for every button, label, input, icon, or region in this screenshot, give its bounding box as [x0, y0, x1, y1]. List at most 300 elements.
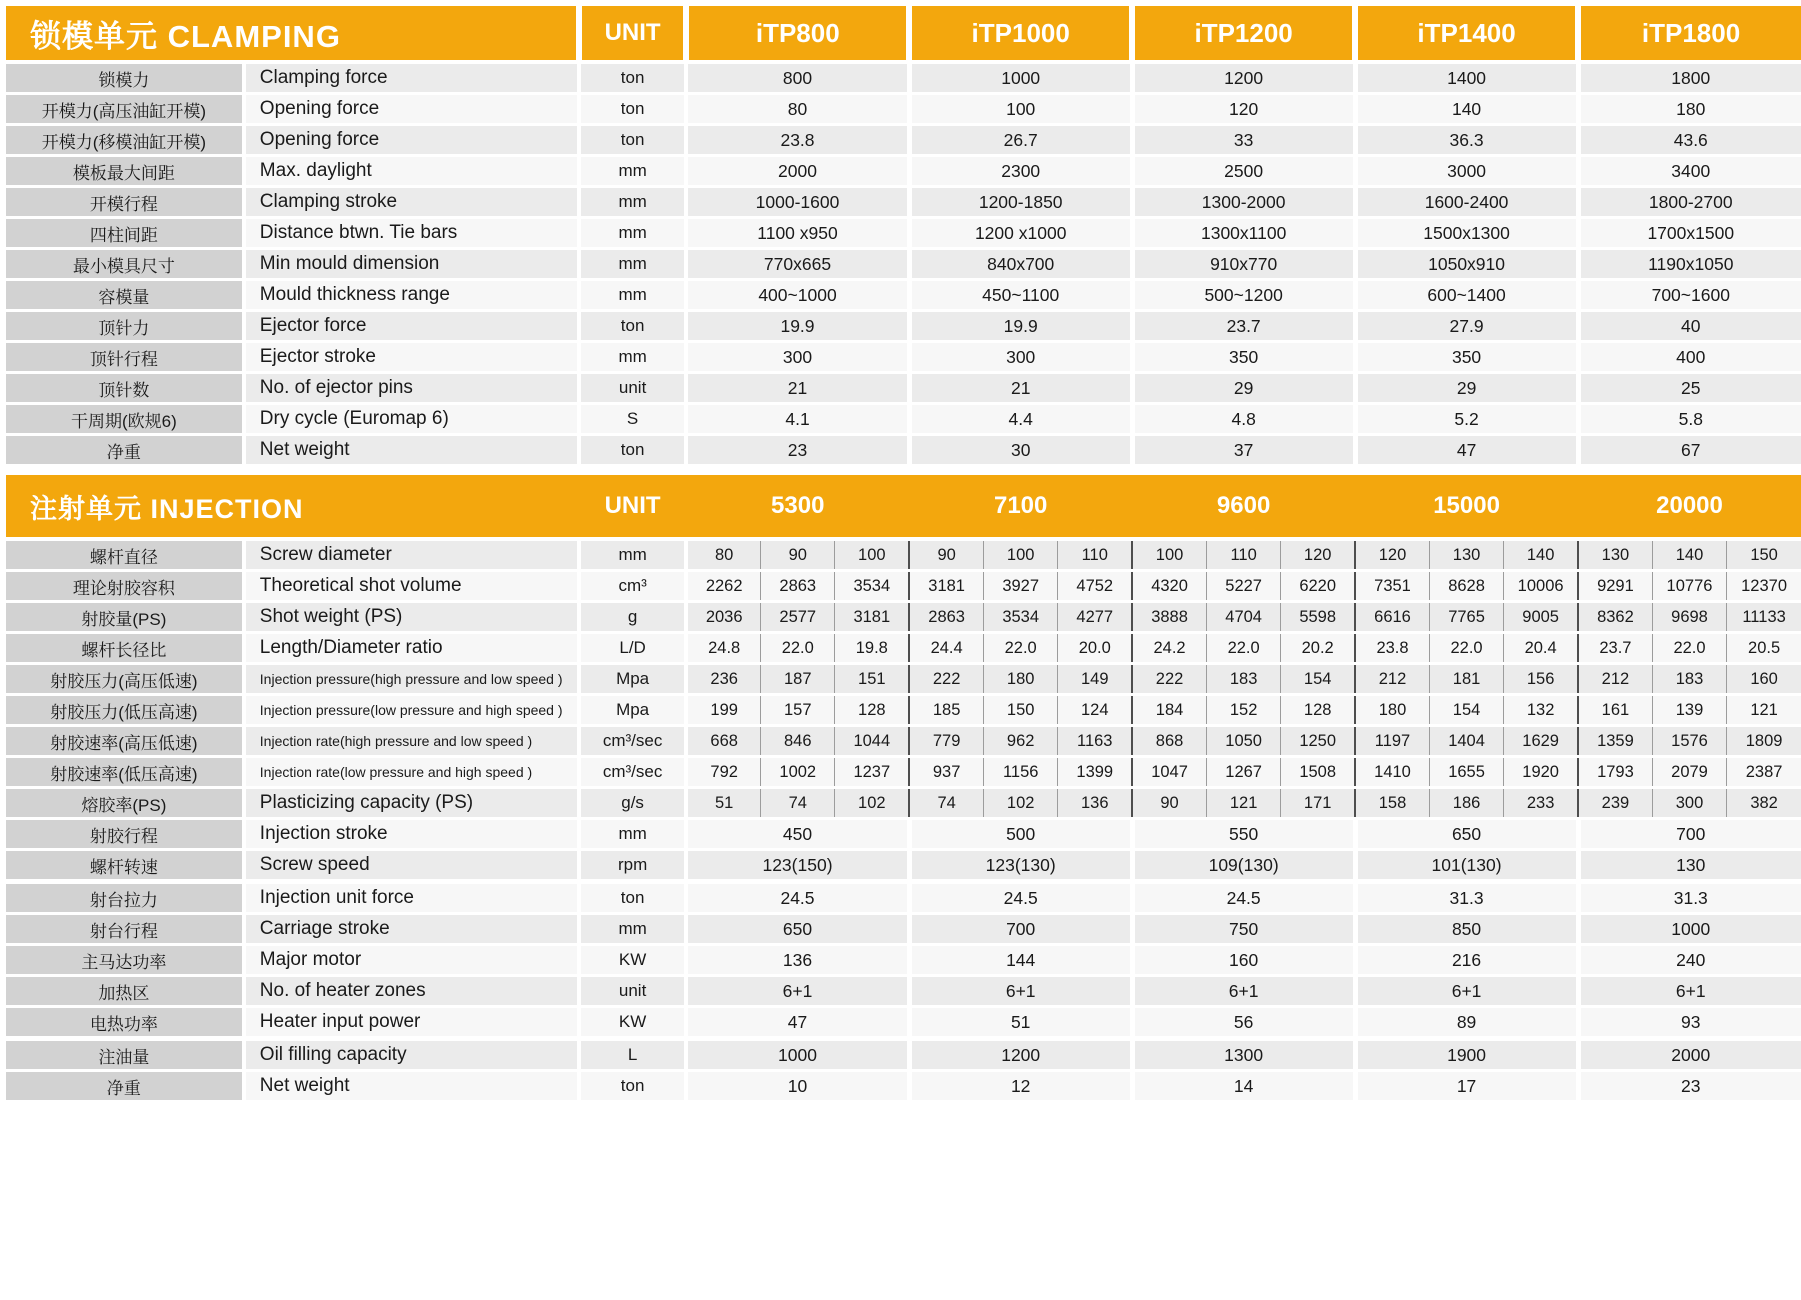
- value-cell: 110: [1058, 539, 1132, 571]
- injection-model-header: 9600: [1132, 475, 1355, 539]
- value-cell: 1508: [1281, 757, 1355, 788]
- value-cell: 800: [686, 62, 909, 94]
- clamping-table: [6, 6, 1801, 467]
- row-unit: KW: [579, 1007, 686, 1039]
- value-cell: 1809: [1727, 726, 1801, 757]
- row-unit: Mpa: [579, 664, 686, 695]
- value-cell: 12: [909, 1071, 1132, 1102]
- value-cell: 121: [1206, 788, 1280, 819]
- value-cell: 11133: [1727, 602, 1801, 633]
- injection-row: [6, 850, 1801, 882]
- row-unit: unit: [579, 373, 686, 404]
- value-cell: 1200 x1000: [909, 218, 1132, 249]
- value-cell: 130: [1578, 850, 1801, 882]
- row-unit: g/s: [579, 788, 686, 819]
- clamping-row: [6, 342, 1801, 373]
- row-unit: ton: [579, 882, 686, 914]
- clamping-model-header: iTP1200: [1132, 6, 1355, 62]
- row-label-cn: 锁模力: [6, 62, 244, 94]
- value-cell: 2000: [686, 156, 909, 187]
- row-label-en: Screw speed: [244, 850, 579, 882]
- value-cell: 184: [1132, 695, 1206, 726]
- injection-row: [6, 633, 1801, 664]
- value-cell: 668: [686, 726, 760, 757]
- value-cell: 19.8: [835, 633, 909, 664]
- value-cell: 130: [1578, 539, 1652, 571]
- value-cell: 187: [761, 664, 835, 695]
- value-cell: 180: [984, 664, 1058, 695]
- row-label-en: Net weight: [244, 435, 579, 466]
- clamping-header-row: [6, 6, 1801, 62]
- value-cell: 25: [1578, 373, 1801, 404]
- injection-row: [6, 819, 1801, 850]
- value-cell: 109(130): [1132, 850, 1355, 882]
- row-unit: mm: [579, 539, 686, 571]
- value-cell: 1900: [1355, 1039, 1578, 1071]
- value-cell: 1250: [1281, 726, 1355, 757]
- value-cell: 7351: [1355, 571, 1429, 602]
- value-cell: 1050x910: [1355, 249, 1578, 280]
- injection-row: [6, 1007, 1801, 1039]
- row-label-en: No. of ejector pins: [244, 373, 579, 404]
- value-cell: 650: [686, 914, 909, 945]
- row-unit: mm: [579, 342, 686, 373]
- row-label-cn: 干周期(欧规6): [6, 404, 244, 435]
- value-cell: 120: [1355, 539, 1429, 571]
- clamping-row: [6, 373, 1801, 404]
- value-cell: 23.7: [1578, 633, 1652, 664]
- row-label-cn: 射胶速率(高压低速): [6, 726, 244, 757]
- row-unit: rpm: [579, 850, 686, 882]
- value-cell: 1044: [835, 726, 909, 757]
- value-cell: 600~1400: [1355, 280, 1578, 311]
- value-cell: 27.9: [1355, 311, 1578, 342]
- row-unit: ton: [579, 311, 686, 342]
- value-cell: 1163: [1058, 726, 1132, 757]
- value-cell: 239: [1578, 788, 1652, 819]
- value-cell: 700: [909, 914, 1132, 945]
- row-unit: L: [579, 1039, 686, 1071]
- value-cell: 4752: [1058, 571, 1132, 602]
- value-cell: 1000: [1578, 914, 1801, 945]
- value-cell: 2500: [1132, 156, 1355, 187]
- value-cell: 2036: [686, 602, 760, 633]
- injection-row: [6, 757, 1801, 788]
- value-cell: 382: [1727, 788, 1801, 819]
- row-label-en: Major motor: [244, 945, 579, 976]
- value-cell: 3534: [984, 602, 1058, 633]
- row-label-en: Carriage stroke: [244, 914, 579, 945]
- value-cell: 183: [1652, 664, 1726, 695]
- value-cell: 36.3: [1355, 125, 1578, 156]
- value-cell: 1047: [1132, 757, 1206, 788]
- row-label-en: Screw diameter: [244, 539, 579, 571]
- value-cell: 22.0: [1652, 633, 1726, 664]
- value-cell: 157: [761, 695, 835, 726]
- value-cell: 101(130): [1355, 850, 1578, 882]
- value-cell: 158: [1355, 788, 1429, 819]
- value-cell: 1400: [1355, 62, 1578, 94]
- value-cell: 1267: [1206, 757, 1280, 788]
- value-cell: 171: [1281, 788, 1355, 819]
- value-cell: 24.5: [1132, 882, 1355, 914]
- value-cell: 23: [1578, 1071, 1801, 1102]
- value-cell: 550: [1132, 819, 1355, 850]
- value-cell: 120: [1132, 94, 1355, 125]
- value-cell: 500: [909, 819, 1132, 850]
- value-cell: 4320: [1132, 571, 1206, 602]
- value-cell: 21: [686, 373, 909, 404]
- row-label-cn: 开模力(高压油缸开模): [6, 94, 244, 125]
- injection-row: [6, 539, 1801, 571]
- value-cell: 29: [1355, 373, 1578, 404]
- injection-row: [6, 976, 1801, 1007]
- value-cell: 180: [1355, 695, 1429, 726]
- row-label-en: Injection stroke: [244, 819, 579, 850]
- value-cell: 1200: [909, 1039, 1132, 1071]
- value-cell: 2387: [1727, 757, 1801, 788]
- row-label-cn: 容模量: [6, 280, 244, 311]
- value-cell: 1793: [1578, 757, 1652, 788]
- clamping-section-title: 锁模单元 CLAMPING: [6, 6, 579, 62]
- value-cell: 6+1: [1355, 976, 1578, 1007]
- value-cell: 80: [686, 94, 909, 125]
- value-cell: 51: [686, 788, 760, 819]
- injection-model-header: 5300: [686, 475, 909, 539]
- value-cell: 3927: [984, 571, 1058, 602]
- row-unit: ton: [579, 435, 686, 466]
- value-cell: 8362: [1578, 602, 1652, 633]
- value-cell: 90: [761, 539, 835, 571]
- value-cell: 1920: [1504, 757, 1578, 788]
- value-cell: 2300: [909, 156, 1132, 187]
- value-cell: 212: [1355, 664, 1429, 695]
- value-cell: 750: [1132, 914, 1355, 945]
- value-cell: 22.0: [1429, 633, 1503, 664]
- row-label-en: Mould thickness range: [244, 280, 579, 311]
- row-label-cn: 熔胶率(PS): [6, 788, 244, 819]
- value-cell: 2863: [909, 602, 983, 633]
- row-unit: mm: [579, 218, 686, 249]
- value-cell: 74: [761, 788, 835, 819]
- value-cell: 7765: [1429, 602, 1503, 633]
- row-label-en: Injection unit force: [244, 882, 579, 914]
- value-cell: 1000: [909, 62, 1132, 94]
- value-cell: 90: [909, 539, 983, 571]
- value-cell: 6220: [1281, 571, 1355, 602]
- value-cell: 6+1: [686, 976, 909, 1007]
- row-unit: ton: [579, 62, 686, 94]
- row-label-en: Injection pressure(high pressure and low speed ): [244, 664, 579, 695]
- value-cell: 300: [686, 342, 909, 373]
- value-cell: 20.5: [1727, 633, 1801, 664]
- value-cell: 2262: [686, 571, 760, 602]
- value-cell: 93: [1578, 1007, 1801, 1039]
- value-cell: 2000: [1578, 1039, 1801, 1071]
- row-unit: KW: [579, 945, 686, 976]
- value-cell: 161: [1578, 695, 1652, 726]
- row-unit: mm: [579, 819, 686, 850]
- value-cell: 9698: [1652, 602, 1726, 633]
- value-cell: 1576: [1652, 726, 1726, 757]
- value-cell: 47: [686, 1007, 909, 1039]
- value-cell: 154: [1281, 664, 1355, 695]
- row-label-en: Clamping stroke: [244, 187, 579, 218]
- value-cell: 89: [1355, 1007, 1578, 1039]
- value-cell: 154: [1429, 695, 1503, 726]
- clamping-row: [6, 156, 1801, 187]
- row-unit: mm: [579, 187, 686, 218]
- value-cell: 24.8: [686, 633, 760, 664]
- row-label-cn: 注油量: [6, 1039, 244, 1071]
- value-cell: 212: [1578, 664, 1652, 695]
- value-cell: 1000-1600: [686, 187, 909, 218]
- value-cell: 868: [1132, 726, 1206, 757]
- row-unit: cm³: [579, 571, 686, 602]
- value-cell: 1500x1300: [1355, 218, 1578, 249]
- value-cell: 962: [984, 726, 1058, 757]
- value-cell: 222: [909, 664, 983, 695]
- row-unit: L/D: [579, 633, 686, 664]
- value-cell: 5.8: [1578, 404, 1801, 435]
- value-cell: 100: [835, 539, 909, 571]
- value-cell: 181: [1429, 664, 1503, 695]
- row-label-cn: 射台行程: [6, 914, 244, 945]
- value-cell: 31.3: [1355, 882, 1578, 914]
- value-cell: 100: [909, 94, 1132, 125]
- value-cell: 700~1600: [1578, 280, 1801, 311]
- row-label-cn: 电热功率: [6, 1007, 244, 1039]
- clamping-row: [6, 94, 1801, 125]
- value-cell: 130: [1429, 539, 1503, 571]
- value-cell: 139: [1652, 695, 1726, 726]
- value-cell: 26.7: [909, 125, 1132, 156]
- value-cell: 770x665: [686, 249, 909, 280]
- value-cell: 4.1: [686, 404, 909, 435]
- clamping-row: [6, 311, 1801, 342]
- row-unit: Mpa: [579, 695, 686, 726]
- injection-unit-header: UNIT: [579, 475, 686, 539]
- row-label-cn: 净重: [6, 435, 244, 466]
- value-cell: 140: [1652, 539, 1726, 571]
- clamping-row: [6, 125, 1801, 156]
- value-cell: 1399: [1058, 757, 1132, 788]
- value-cell: 1359: [1578, 726, 1652, 757]
- row-label-en: Opening force: [244, 94, 579, 125]
- value-cell: 9005: [1504, 602, 1578, 633]
- value-cell: 300: [1652, 788, 1726, 819]
- injection-header-row: [6, 475, 1801, 539]
- value-cell: 149: [1058, 664, 1132, 695]
- value-cell: 1300: [1132, 1039, 1355, 1071]
- value-cell: 20.4: [1504, 633, 1578, 664]
- value-cell: 2863: [761, 571, 835, 602]
- value-cell: 1200-1850: [909, 187, 1132, 218]
- value-cell: 937: [909, 757, 983, 788]
- value-cell: 33: [1132, 125, 1355, 156]
- value-cell: 3400: [1578, 156, 1801, 187]
- row-label-en: Shot weight (PS): [244, 602, 579, 633]
- value-cell: 840x700: [909, 249, 1132, 280]
- value-cell: 1629: [1504, 726, 1578, 757]
- value-cell: 450~1100: [909, 280, 1132, 311]
- value-cell: 1410: [1355, 757, 1429, 788]
- row-label-cn: 螺杆直径: [6, 539, 244, 571]
- row-label-en: Plasticizing capacity (PS): [244, 788, 579, 819]
- injection-row: [6, 726, 1801, 757]
- row-label-en: Min mould dimension: [244, 249, 579, 280]
- value-cell: 222: [1132, 664, 1206, 695]
- value-cell: 1156: [984, 757, 1058, 788]
- value-cell: 56: [1132, 1007, 1355, 1039]
- row-unit: S: [579, 404, 686, 435]
- row-label-cn: 加热区: [6, 976, 244, 1007]
- value-cell: 3181: [909, 571, 983, 602]
- value-cell: 90: [1132, 788, 1206, 819]
- value-cell: 183: [1206, 664, 1280, 695]
- injection-model-header: 20000: [1578, 475, 1801, 539]
- row-label-en: Ejector force: [244, 311, 579, 342]
- value-cell: 123(130): [909, 850, 1132, 882]
- value-cell: 792: [686, 757, 760, 788]
- clamping-model-header: iTP1800: [1578, 6, 1801, 62]
- value-cell: 136: [686, 945, 909, 976]
- value-cell: 140: [1504, 539, 1578, 571]
- injection-table: [6, 475, 1801, 1103]
- clamping-model-header: iTP800: [686, 6, 909, 62]
- value-cell: 6+1: [1578, 976, 1801, 1007]
- value-cell: 186: [1429, 788, 1503, 819]
- row-label-en: Clamping force: [244, 62, 579, 94]
- value-cell: 150: [984, 695, 1058, 726]
- value-cell: 124: [1058, 695, 1132, 726]
- row-unit: unit: [579, 976, 686, 1007]
- value-cell: 1100 x950: [686, 218, 909, 249]
- value-cell: 4277: [1058, 602, 1132, 633]
- row-label-en: Net weight: [244, 1071, 579, 1102]
- row-label-en: Injection pressure(low pressure and high speed ): [244, 695, 579, 726]
- value-cell: 123(150): [686, 850, 909, 882]
- row-unit: mm: [579, 914, 686, 945]
- injection-model-header: 7100: [909, 475, 1132, 539]
- value-cell: 23.7: [1132, 311, 1355, 342]
- value-cell: 1600-2400: [1355, 187, 1578, 218]
- value-cell: 136: [1058, 788, 1132, 819]
- value-cell: 350: [1355, 342, 1578, 373]
- row-label-cn: 射胶压力(低压高速): [6, 695, 244, 726]
- value-cell: 2577: [761, 602, 835, 633]
- clamping-model-header: iTP1000: [909, 6, 1132, 62]
- value-cell: 1404: [1429, 726, 1503, 757]
- value-cell: 20.2: [1281, 633, 1355, 664]
- value-cell: 67: [1578, 435, 1801, 466]
- row-unit: ton: [579, 125, 686, 156]
- value-cell: 1300x1100: [1132, 218, 1355, 249]
- row-label-cn: 净重: [6, 1071, 244, 1102]
- value-cell: 700: [1578, 819, 1801, 850]
- injection-row: [6, 945, 1801, 976]
- clamping-row: [6, 280, 1801, 311]
- value-cell: 240: [1578, 945, 1801, 976]
- value-cell: 8628: [1429, 571, 1503, 602]
- value-cell: 150: [1727, 539, 1801, 571]
- value-cell: 500~1200: [1132, 280, 1355, 311]
- value-cell: 23: [686, 435, 909, 466]
- value-cell: 17: [1355, 1071, 1578, 1102]
- value-cell: 31.3: [1578, 882, 1801, 914]
- value-cell: 22.0: [761, 633, 835, 664]
- value-cell: 24.4: [909, 633, 983, 664]
- value-cell: 1050: [1206, 726, 1280, 757]
- value-cell: 22.0: [1206, 633, 1280, 664]
- value-cell: 120: [1281, 539, 1355, 571]
- value-cell: 51: [909, 1007, 1132, 1039]
- value-cell: 100: [1132, 539, 1206, 571]
- row-label-en: Opening force: [244, 125, 579, 156]
- value-cell: 650: [1355, 819, 1578, 850]
- value-cell: 1700x1500: [1578, 218, 1801, 249]
- row-unit: ton: [579, 1071, 686, 1102]
- clamping-row: [6, 218, 1801, 249]
- value-cell: 132: [1504, 695, 1578, 726]
- value-cell: 156: [1504, 664, 1578, 695]
- injection-row: [6, 695, 1801, 726]
- value-cell: 910x770: [1132, 249, 1355, 280]
- value-cell: 1800: [1578, 62, 1801, 94]
- clamping-row: [6, 404, 1801, 435]
- value-cell: 160: [1727, 664, 1801, 695]
- value-cell: 779: [909, 726, 983, 757]
- value-cell: 151: [835, 664, 909, 695]
- value-cell: 37: [1132, 435, 1355, 466]
- value-cell: 850: [1355, 914, 1578, 945]
- row-label-en: Theoretical shot volume: [244, 571, 579, 602]
- value-cell: 3534: [835, 571, 909, 602]
- value-cell: 450: [686, 819, 909, 850]
- value-cell: 846: [761, 726, 835, 757]
- row-unit: mm: [579, 249, 686, 280]
- row-label-cn: 最小模具尺寸: [6, 249, 244, 280]
- value-cell: 199: [686, 695, 760, 726]
- row-label-en: Max. daylight: [244, 156, 579, 187]
- value-cell: 185: [909, 695, 983, 726]
- value-cell: 2079: [1652, 757, 1726, 788]
- value-cell: 24.5: [909, 882, 1132, 914]
- value-cell: 80: [686, 539, 760, 571]
- clamping-row: [6, 187, 1801, 218]
- value-cell: 29: [1132, 373, 1355, 404]
- value-cell: 19.9: [909, 311, 1132, 342]
- injection-row: [6, 882, 1801, 914]
- row-label-cn: 开模行程: [6, 187, 244, 218]
- injection-row: [6, 914, 1801, 945]
- value-cell: 350: [1132, 342, 1355, 373]
- row-label-cn: 四柱间距: [6, 218, 244, 249]
- row-label-en: Length/Diameter ratio: [244, 633, 579, 664]
- row-label-cn: 主马达功率: [6, 945, 244, 976]
- row-unit: g: [579, 602, 686, 633]
- row-label-cn: 顶针数: [6, 373, 244, 404]
- clamping-unit-header: UNIT: [579, 6, 686, 62]
- value-cell: 300: [909, 342, 1132, 373]
- clamping-model-header: iTP1400: [1355, 6, 1578, 62]
- row-label-cn: 理论射胶容积: [6, 571, 244, 602]
- value-cell: 144: [909, 945, 1132, 976]
- value-cell: 5598: [1281, 602, 1355, 633]
- value-cell: 23.8: [1355, 633, 1429, 664]
- value-cell: 10006: [1504, 571, 1578, 602]
- value-cell: 47: [1355, 435, 1578, 466]
